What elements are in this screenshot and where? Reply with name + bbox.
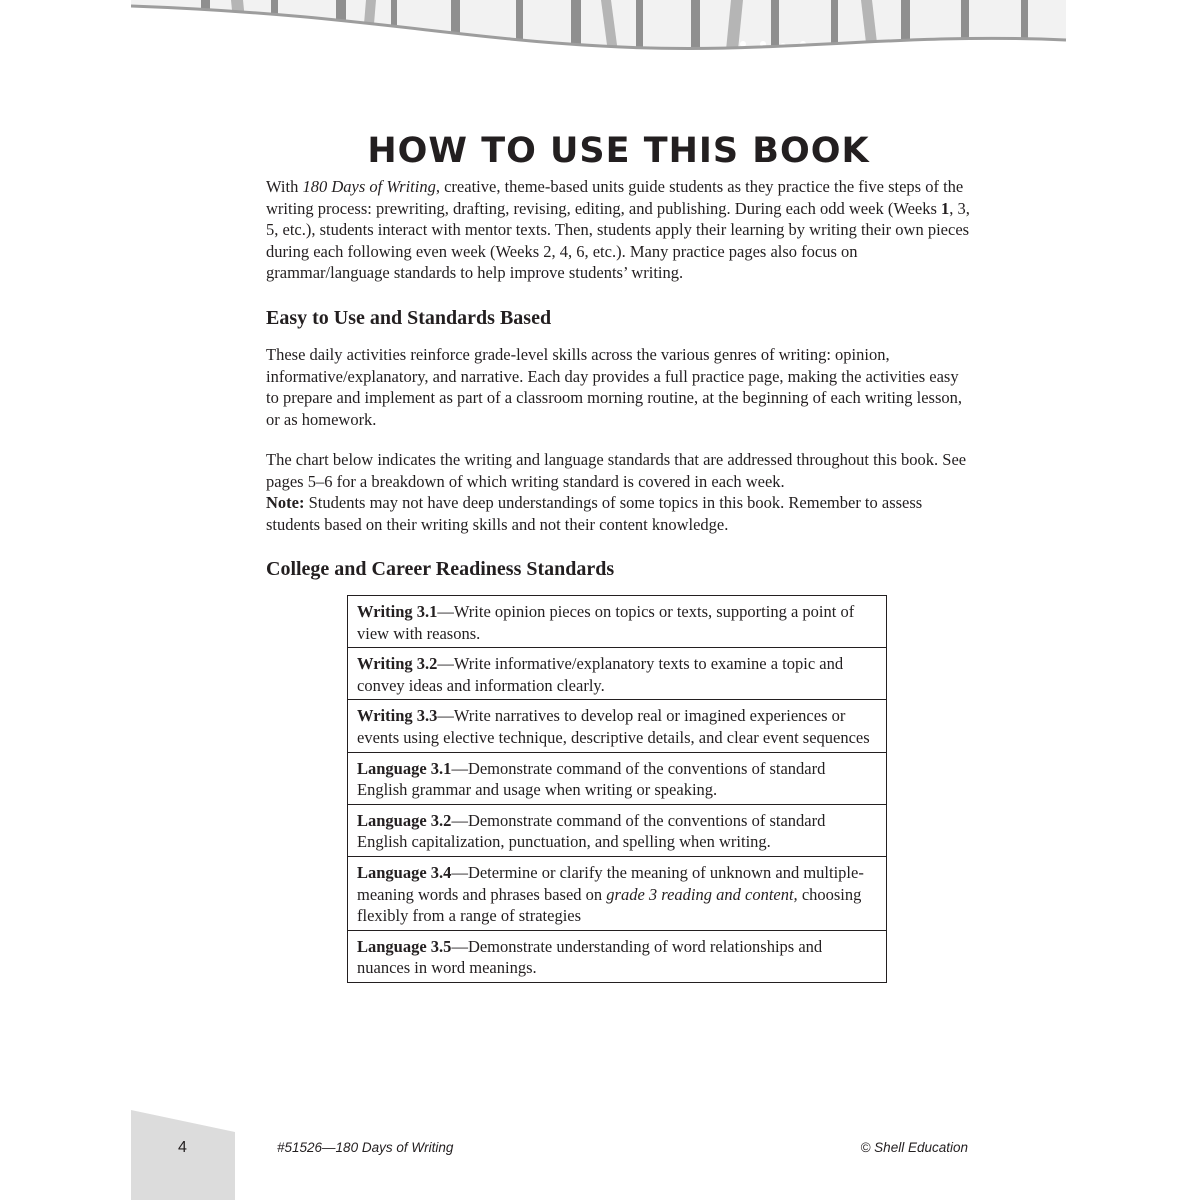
table-row	[348, 856, 887, 930]
table-row	[348, 596, 887, 648]
table-row	[348, 752, 887, 804]
standard-cell: Language 3.1—Demonstrate command of the conventions of standard English grammar and usage when writing or speaking.	[348, 752, 887, 804]
footer-product-code: #51526—180 Days of Writing	[277, 1140, 454, 1155]
header-decoration	[131, 0, 1071, 70]
standard-cell: Language 3.5—Demonstrate understanding of word relationships and nuances in word meanings.	[348, 930, 887, 982]
section-heading-easy: Easy to Use and Standards Based	[266, 307, 552, 329]
table-row	[348, 930, 887, 982]
standard-cell: Language 3.4—Determine or clarify the meaning of unknown and multiple-meaning words and phrases based on grade 3 reading and content, choosing flexibly from a range of strategies	[348, 856, 887, 930]
standard-cell: Writing 3.1—Write opinion pieces on topics or texts, supporting a point of view with reasons.	[348, 596, 887, 648]
table-row	[348, 700, 887, 752]
standards-table	[347, 595, 887, 983]
table-row	[348, 804, 887, 856]
section-heading-standards: College and Career Readiness Standards	[266, 558, 615, 580]
footer-publisher: © Shell Education	[860, 1140, 968, 1155]
chart-paragraph: The chart below indicates the writing and language standards that are addressed throughout this book. See pages 5–6 for a breakdown of which writing standard is covered in each week. Note: Students may not have deep understandings of some topics in this book. Remember to assess students based on their writing skills and not their content knowledge.	[266, 450, 967, 534]
note-label: Note:	[266, 493, 305, 513]
standard-cell: Writing 3.2—Write informative/explanatory texts to examine a topic and convey ideas and information clearly.	[348, 648, 887, 700]
page-number: 4	[178, 1139, 187, 1156]
page-title: HOW TO USE THIS BOOK	[367, 131, 870, 172]
standard-cell: Language 3.2—Demonstrate command of the conventions of standard English capitalization, punctuation, and spelling when writing.	[348, 804, 887, 856]
standard-cell: Writing 3.3—Write narratives to develop real or imagined experiences or events using elective technique, descriptive details, and clear event sequences	[348, 700, 887, 752]
book-title: 180 Days of Writing	[302, 177, 436, 196]
table-row	[348, 648, 887, 700]
easy-paragraph: These daily activities reinforce grade-level skills across the various genres of writing: opinion, informative/explanatory, and narrative. Each day provides a full practice page, making the activities easy to prepare and implement as part of a classroom morning routine, at the beginning of each writing lesson, or as homework.	[266, 345, 963, 429]
intro-paragraph: With 180 Days of Writing, creative, theme-based units guide students as they practice the five steps of the writing process: prewriting, drafting, revising, editing, and publishing. During each odd week (Weeks 1, 3, 5, etc.), students interact with mentor texts. Then, students apply their learning by writing their own pieces during each following even week (Weeks 2, 4, 6, etc.). Many practice pages also focus on grammar/language standards to help improve students’ writing.	[266, 177, 970, 283]
